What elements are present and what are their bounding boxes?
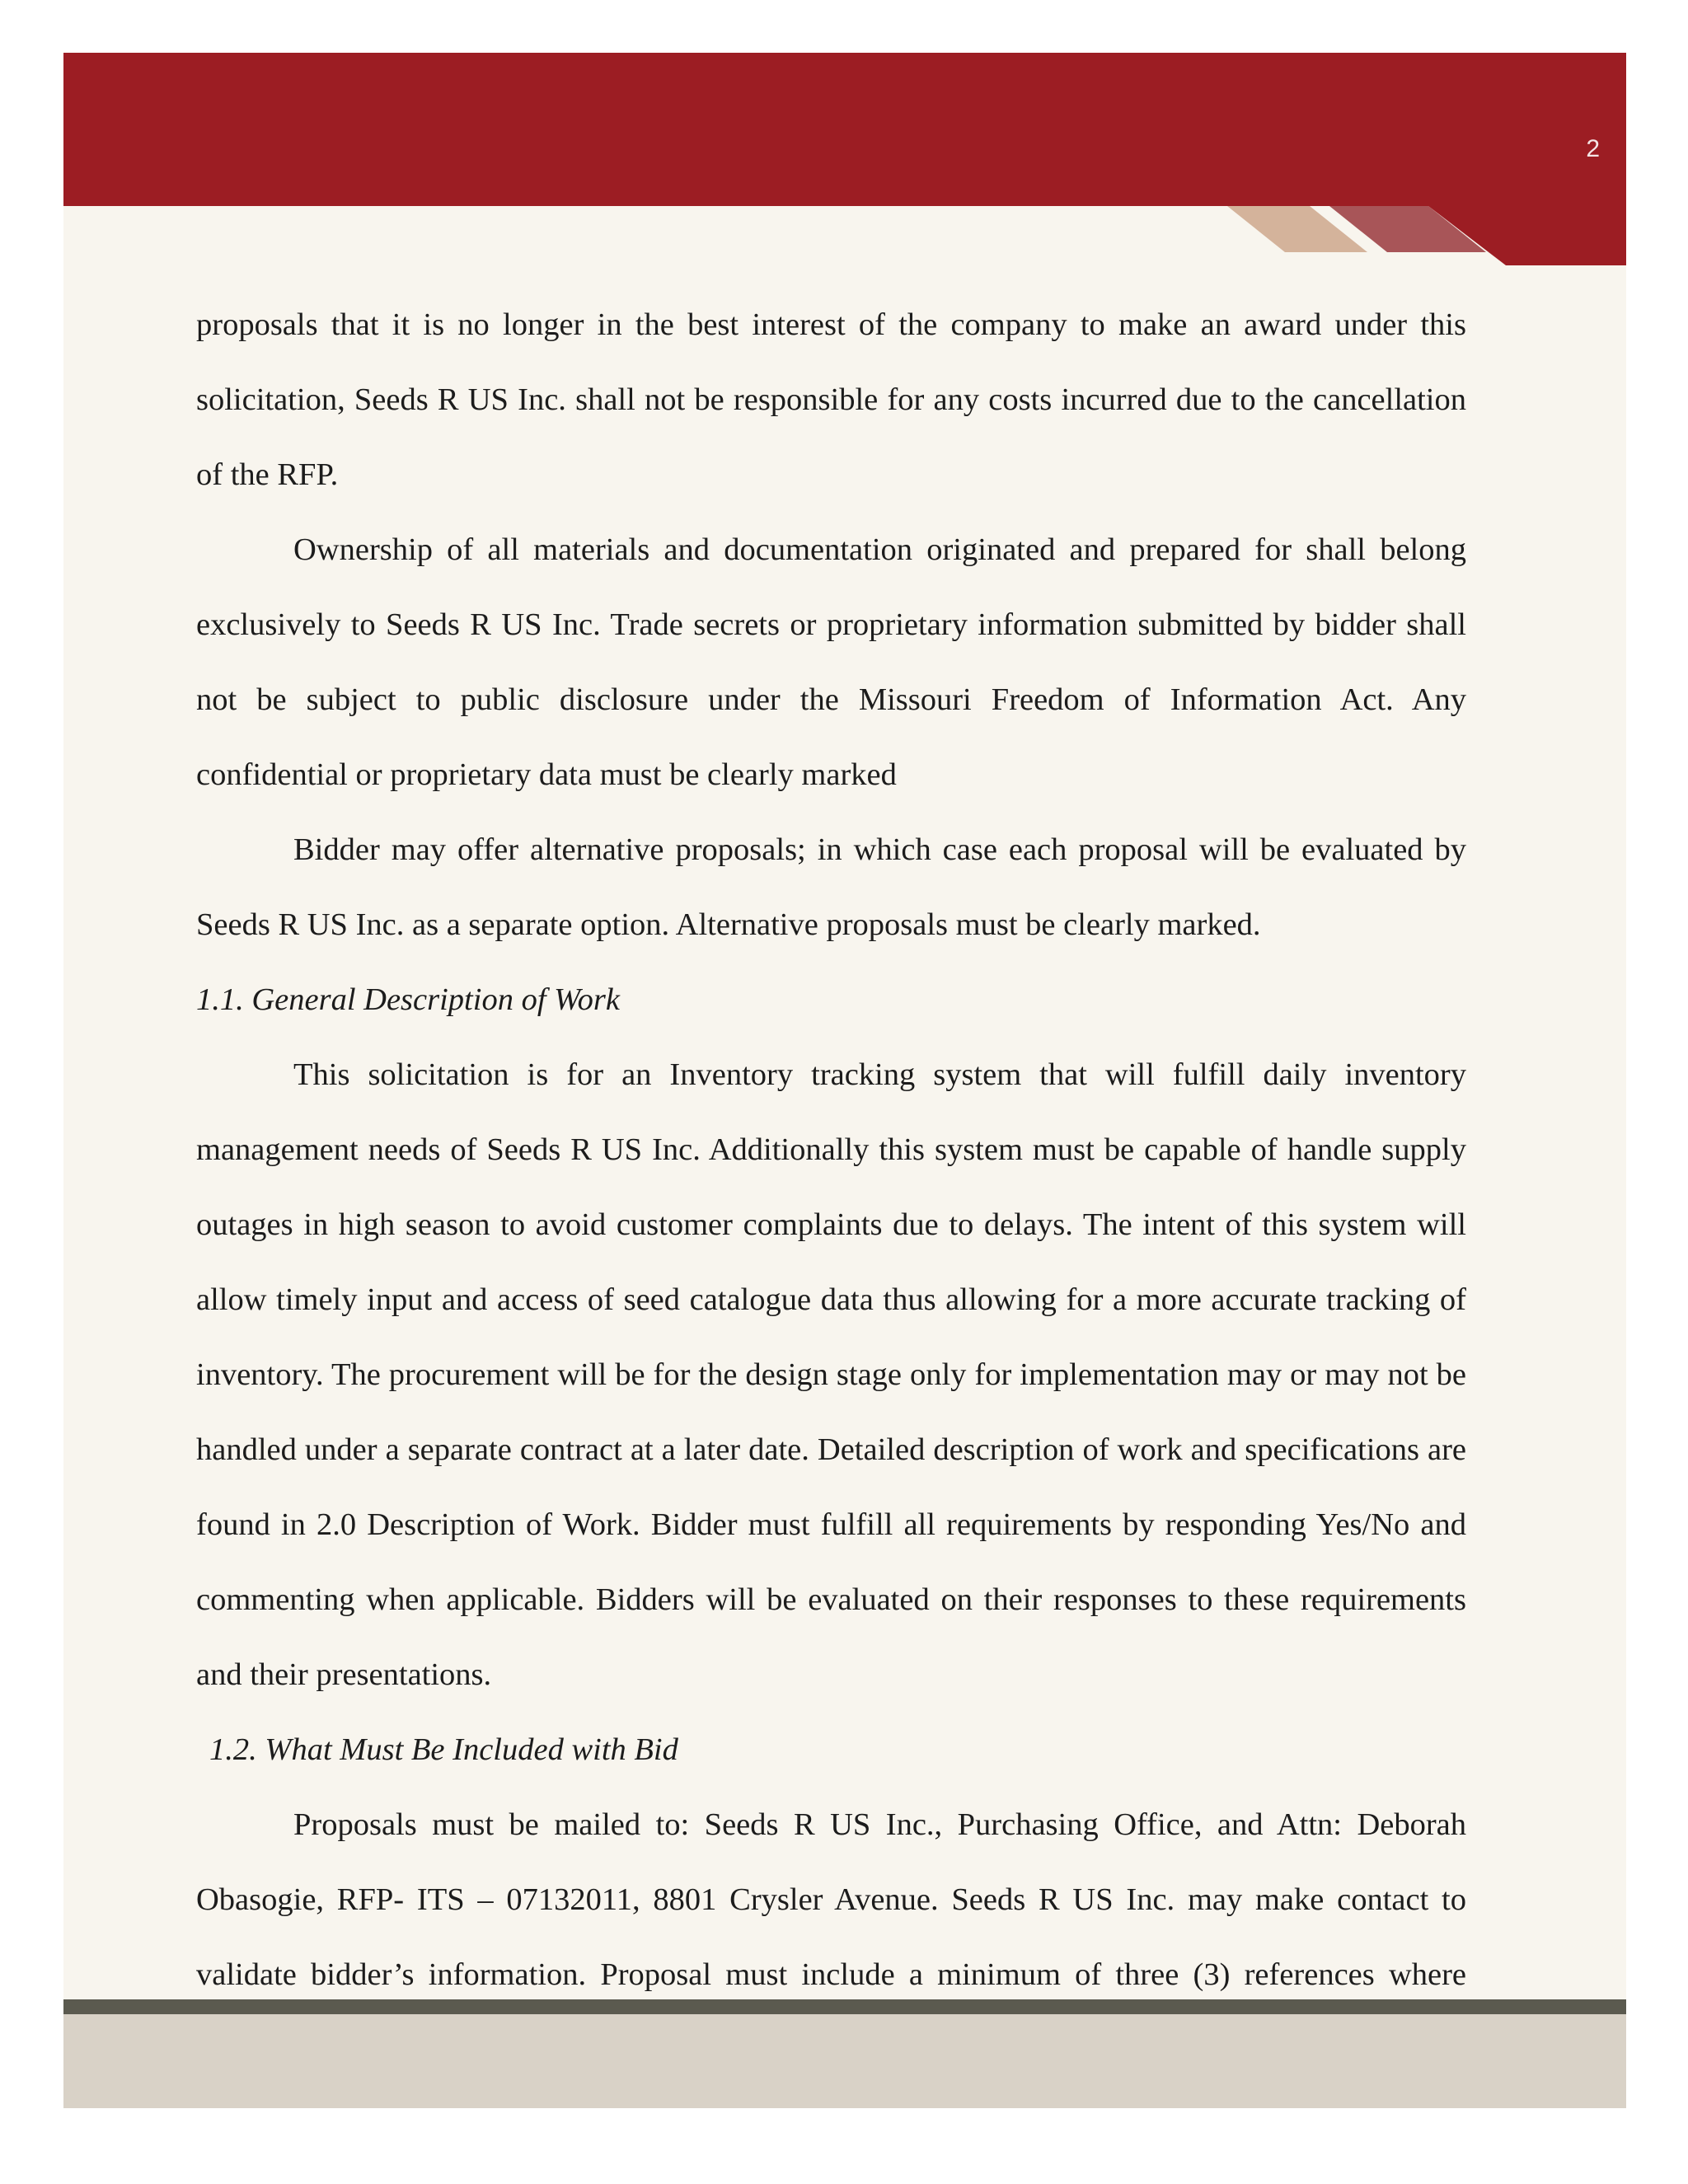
paragraph-mailing-instructions: Proposals must be mailed to: Seeds R US Inc., Purchasing Office, and Attn: Deborah Obasogie, RFP- ITS – 07132011, 8801 Crysler Avenue. Seeds R US Inc. may make contact to validate bidder’s information. Proposal must include a minimum of three (3) references where — [196, 1807, 1466, 1992]
section-heading-general-description: 1.1. General Description of Work — [196, 982, 620, 1017]
footer-band — [63, 2014, 1626, 2108]
body-text — [196, 288, 1466, 2013]
paragraph-alternative-proposals: Bidder may offer alternative proposals; in which case each proposal will be evaluated by Seeds R US Inc. as a separate option. Alternative proposals must be clearly marked. — [196, 832, 1466, 942]
document-page — [63, 53, 1626, 2108]
paragraph-ownership: Ownership of all materials and documentation originated and prepared for shall belong exclusively to Seeds R US Inc. Trade secrets or proprietary information submitted by bidder shall not be subject to public disclosure under the Missouri Freedom of Information Act. Any confidential or proprietary data must be clearly marked — [196, 532, 1466, 792]
page-number: 2 — [1586, 135, 1600, 162]
paragraph-continuation: proposals that it is no longer in the best interest of the company to make an award under this solicitation, Seeds R US Inc. shall not be responsible for any costs incurred due to the cancellation of the RFP. — [196, 307, 1466, 492]
paragraph-general-description: This solicitation is for an Inventory tracking system that will fulfill daily inventory management needs of Seeds R US Inc. Additionally this system must be capable of handle supply outages in high season to avoid customer complaints due to delays. The intent of this system will allow timely input and access of seed catalogue data thus allowing for a more accurate tracking of inventory. The procurement will be for the design stage only for implementation may or may not be handled under a separate contract at a later date. Detailed description of work and specifications are found in 2.0 Description of Work. Bidder must fulfill all requirements by responding Yes/No and commenting when applicable. Bidders will be evaluated on their responses to these requirements and their presentations. — [196, 1057, 1466, 1692]
footer-bar — [63, 1999, 1626, 2014]
header-decoration — [63, 53, 1626, 267]
section-heading-what-must-be-included: 1.2. What Must Be Included with Bid — [209, 1732, 678, 1767]
